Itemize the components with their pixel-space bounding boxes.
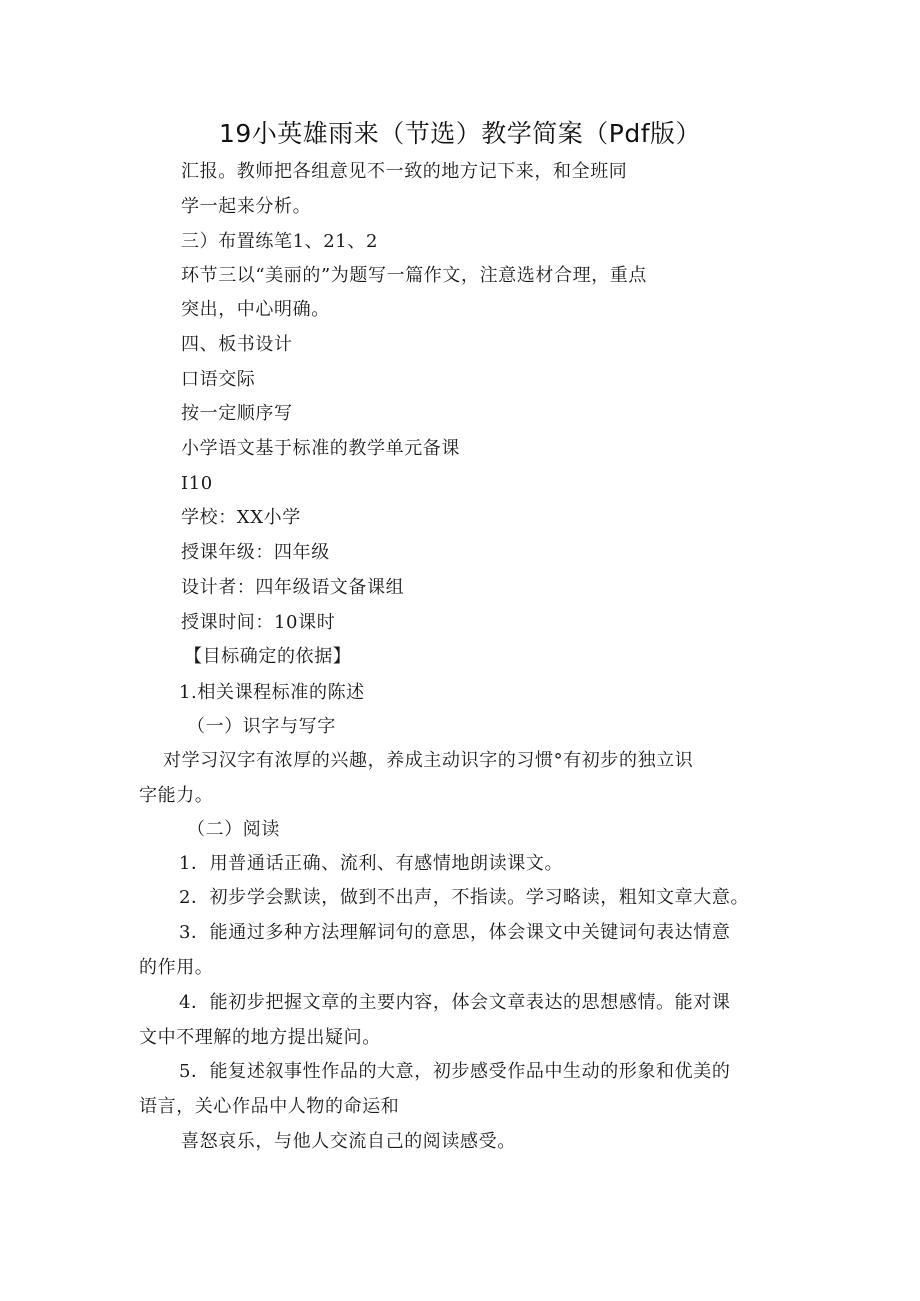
text-line: 按一定顺序写 — [181, 403, 293, 424]
text-line: 的作用。 — [139, 957, 214, 978]
text-line: 2．初步学会默读，做到不出声，不指读。学习略读，粗知文章大意。 — [179, 887, 750, 908]
text-line: 1.相关课程标准的陈述 — [179, 682, 365, 703]
text-line: 3．能通过多种方法理解词句的意思，体会课文中关键词句表达情意 — [179, 922, 731, 943]
text-line: 对学习汉字有浓厚的兴趣，养成主动识字的习惯°有初步的独立识 — [163, 750, 694, 771]
document-title: 19小英雄雨来（节选）教学简案（Pdf版） — [218, 119, 702, 148]
text-line: 授课时间：10课时 — [181, 612, 336, 633]
text-line: 设计者：四年级语文备课组 — [181, 577, 405, 598]
text-line: 授课年级：四年级 — [181, 542, 330, 563]
text-line: 口语交际 — [181, 369, 256, 390]
text-line: （二）阅读 — [187, 819, 280, 840]
text-line: I10 — [181, 473, 213, 494]
text-line: （一）识字与写字 — [187, 716, 336, 737]
text-line: 4．能初步把握文章的主要内容，体会文章表达的思想感情。能对课 — [179, 992, 731, 1013]
text-line: 三）布置练笔1、21、2 — [181, 231, 379, 252]
text-line: 字能力。 — [139, 785, 214, 806]
text-line: 1．用普通话正确、流利、有感情地朗读课文。 — [179, 853, 564, 874]
text-line: 汇报。教师把各组意见不一致的地方记下来，和全班同 — [181, 161, 628, 182]
text-line: 环节三以“美丽的”为题写一篇作文，注意选材合理，重点 — [181, 265, 648, 286]
text-line: 小学语文基于标准的教学单元备课 — [181, 438, 460, 459]
text-line: 突出，中心明确。 — [181, 299, 330, 320]
text-line: 喜怒哀乐，与他人交流自己的阅读感受。 — [181, 1131, 516, 1152]
text-line: 学一起来分析。 — [181, 196, 312, 217]
text-line: 5．能复述叙事性作品的大意，初步感受作品中生动的形象和优美的 — [179, 1061, 731, 1082]
text-line: 四、板书设计 — [181, 334, 293, 355]
text-line: 学校：XX小学 — [181, 507, 301, 528]
text-line: 文中不理解的地方提出疑问。 — [139, 1027, 381, 1048]
section-heading: 【目标确定的依据】 — [184, 646, 352, 667]
text-line: 语言，关心作品中人物的命运和 — [139, 1096, 400, 1117]
